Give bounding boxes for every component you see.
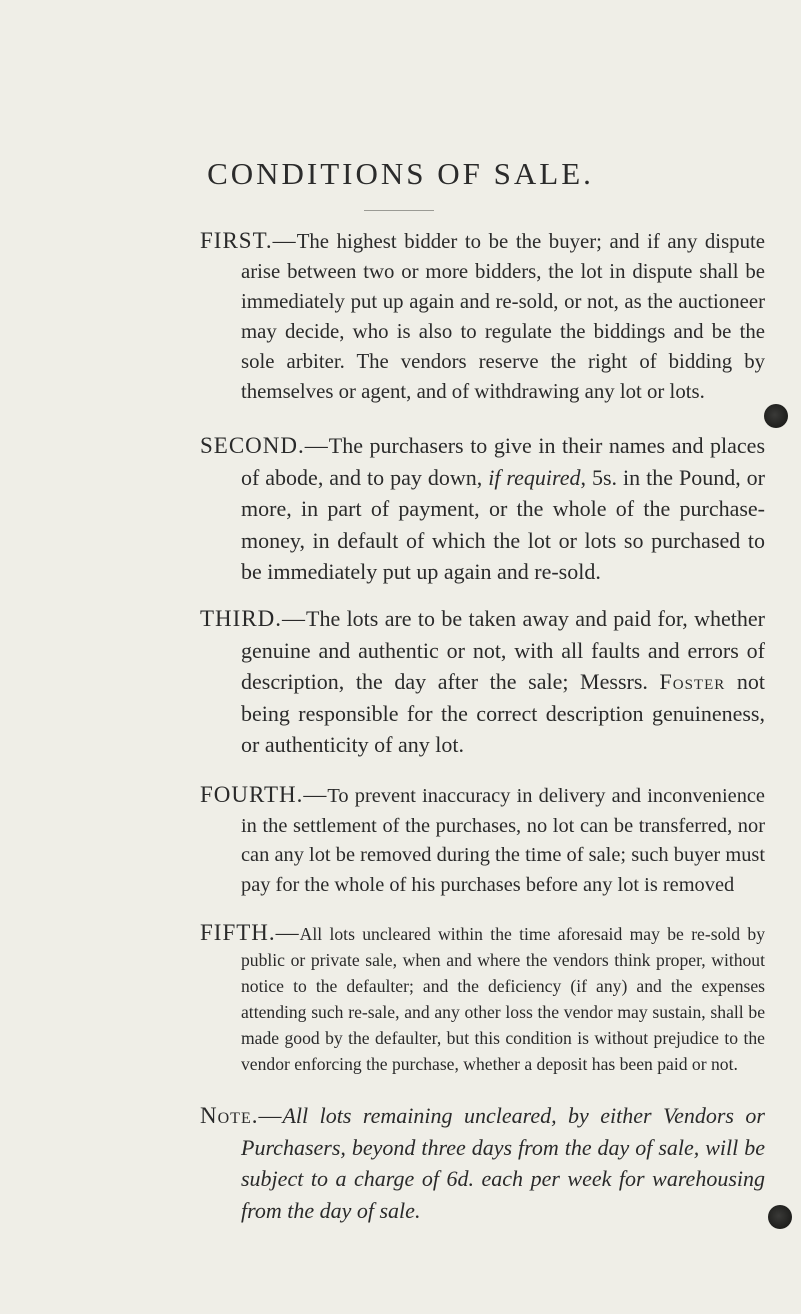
clause-first-text: The highest bidder to be the buyer; and if any dispute arise between two or more bidders, the lot in dispute shall be immediately put up again and re-sold, or not, as the auctioneer may decide, who is also to regulate the biddings and be the sole arbiter. The vendors reserve the right of bidding by themselves or agent, and of withdrawing any lot or lots. (241, 230, 765, 403)
note-heading: Note.— (200, 1103, 283, 1128)
clause-first-heading: FIRST.— (200, 228, 297, 253)
clause-third-text-before: The lots are to be taken away and paid for, whether genuine and authentic or not, with all faults and errors of description, the day after the sale; Messrs. (241, 606, 765, 694)
clause-second-heading: SECOND.— (200, 433, 329, 458)
clause-second (200, 430, 765, 588)
clause-third-heading: THIRD.— (200, 606, 307, 631)
clause-second-text-after: , 5s. in the Pound, or more, in part of payment, or the whole of the purchase-money, in default of which the lot or lots so purchased to be immediately put up again and re-sold. (241, 464, 765, 584)
note-text: All lots remaining uncleared, by either Vendors or Purchasers, beyond three days from the day of sale, will be subject to a charge of 6d. each per week for warehousing from the day of sale. (241, 1103, 765, 1223)
clause-fourth-text: To prevent inaccuracy in delivery and inconvenience in the settlement of the purchases, no lot can be transferred, nor can any lot be removed during the time of sale; such buyer must pay for the whole of his purchases before any lot is removed (241, 785, 765, 896)
clause-third (200, 603, 765, 761)
note-paragraph (200, 1100, 765, 1226)
page-title: CONDITIONS OF SALE. (207, 156, 594, 191)
clause-third-smallcaps-name: Foster (659, 669, 726, 694)
clause-second-text-before: The purchasers to give in their names and places of abode, and to pay down, (241, 433, 765, 490)
clause-fourth (200, 780, 765, 900)
title-underline-rule (364, 210, 434, 211)
clause-fifth-heading: FIFTH.— (200, 920, 300, 945)
clause-first (200, 226, 765, 407)
clause-third-text-after: not being responsible for the correct description genuineness, or authenticity of any lot. (241, 669, 765, 757)
clause-fifth-text: All lots uncleared within the time aforesaid may be re-sold by public or private sale, when and where the vendors think proper, without notice to the defaulter; and the deficiency (if any) and the expenses attending such re-sale, and any other loss the vendor may sustain, shall be made good by the defaulter, but this condition is without prejudice to the vendor enforcing the purchase, whether a deposit has been paid or not. (241, 924, 765, 1074)
binding-hole-lower (768, 1205, 792, 1229)
binding-hole-upper (764, 404, 788, 428)
clause-fifth (200, 920, 765, 1077)
clause-second-text-italic: if required (488, 464, 581, 490)
clause-fourth-heading: FOURTH.— (200, 782, 328, 807)
